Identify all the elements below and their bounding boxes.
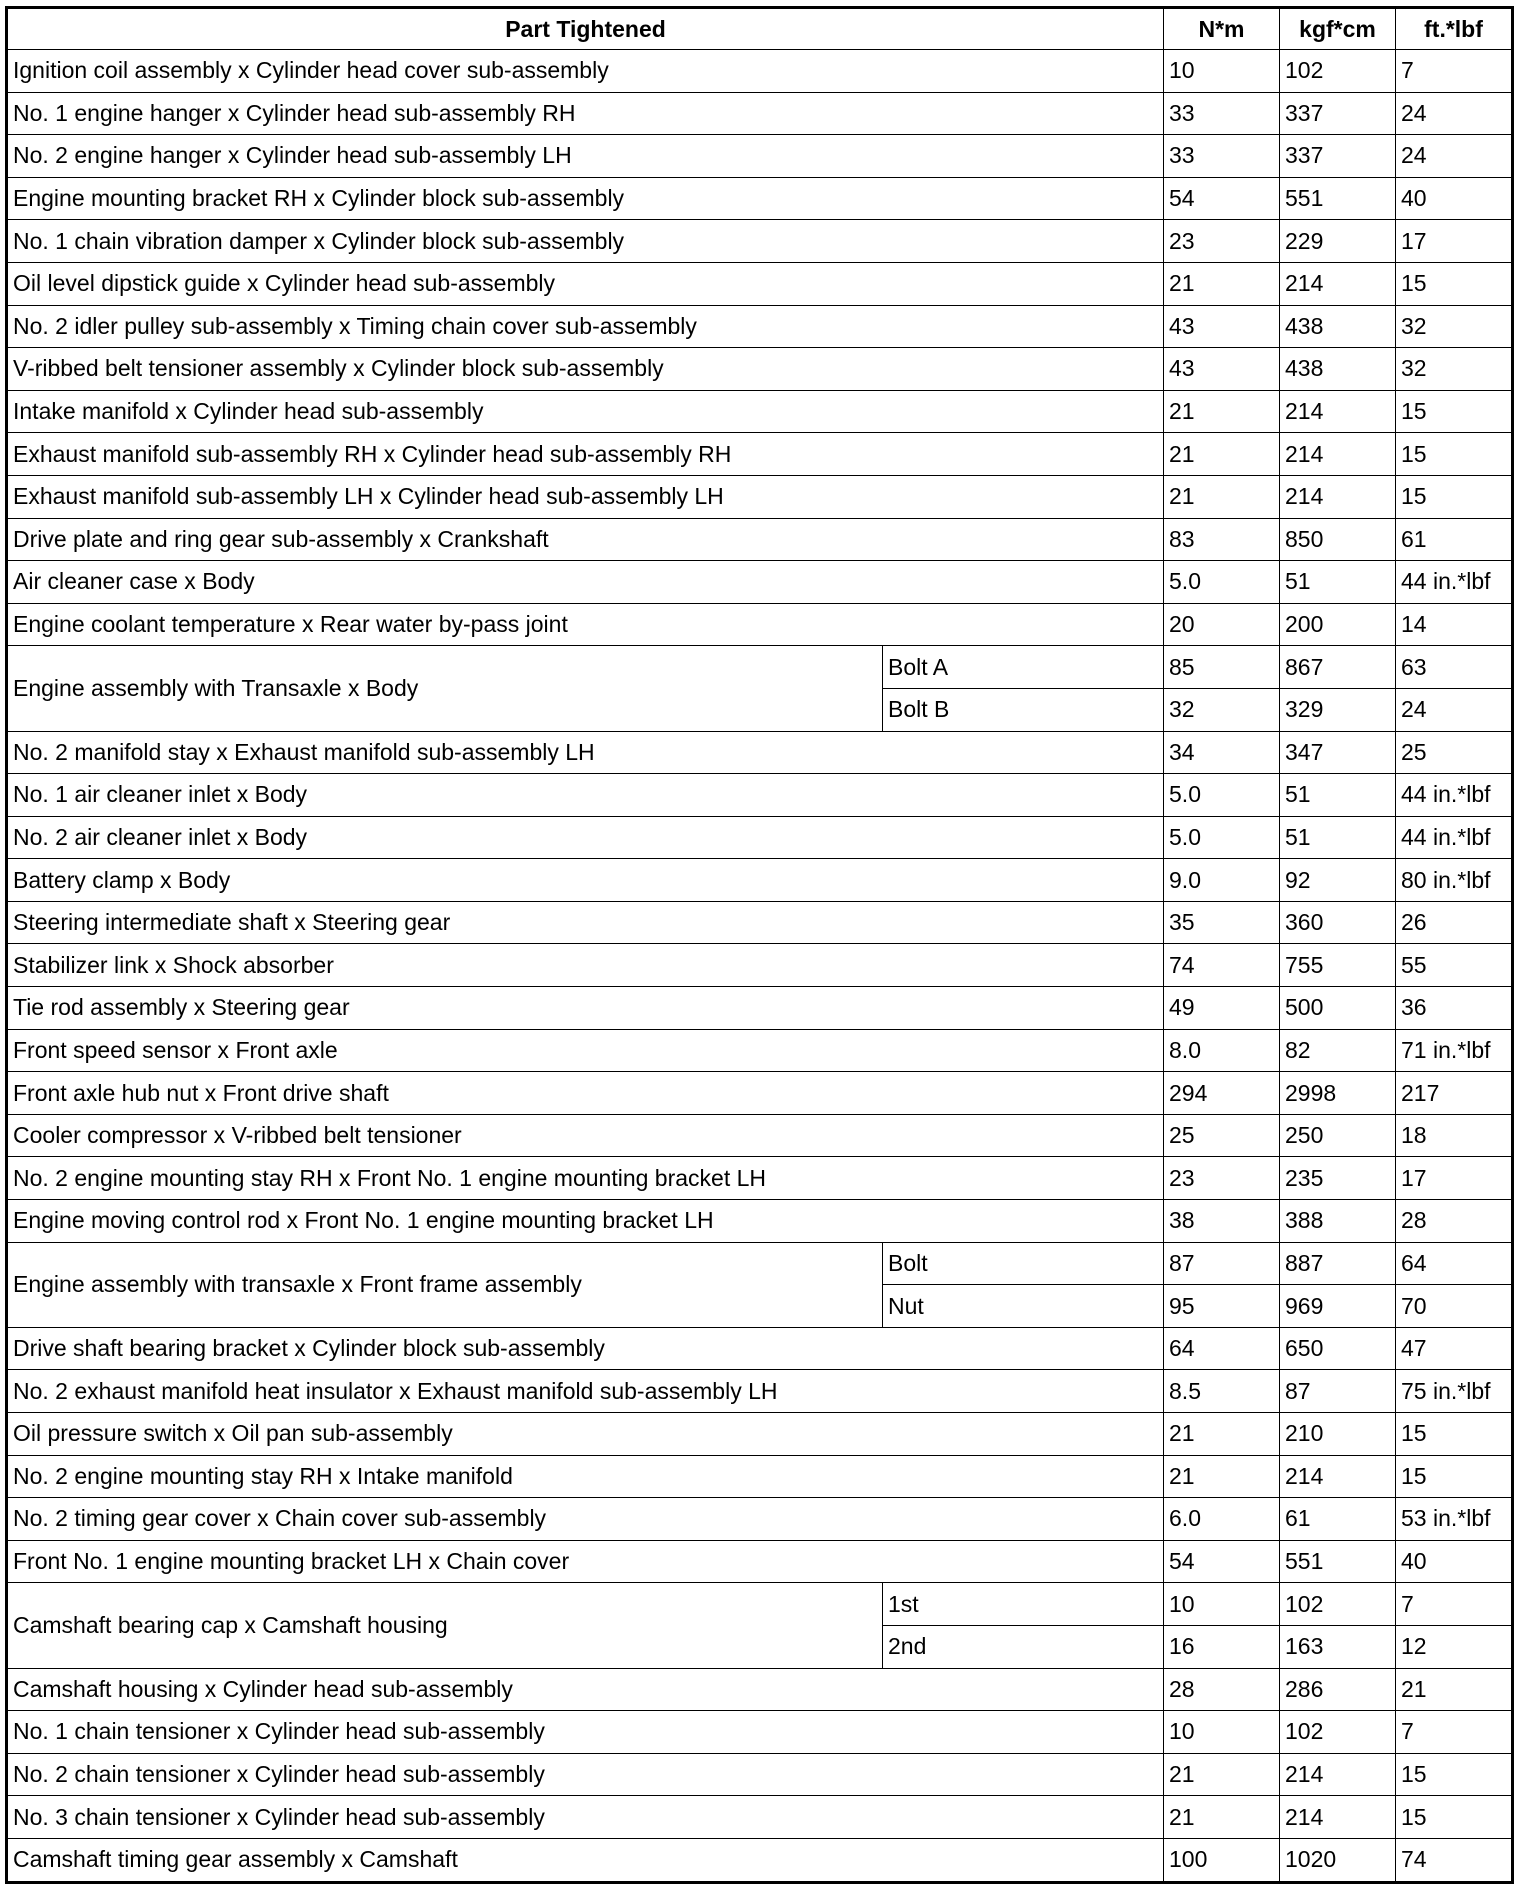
table-row	[7, 475, 1513, 518]
kgf-cm-cell: 969	[1280, 1285, 1396, 1328]
part-tightened-cell: Battery clamp x Body	[7, 859, 1164, 902]
sub-item-cell: Bolt A	[883, 646, 1164, 689]
ft-lbf-cell: 15	[1396, 262, 1513, 305]
part-tightened-cell: V-ribbed belt tensioner assembly x Cylinder block sub-assembly	[7, 348, 1164, 391]
table-row	[7, 816, 1513, 859]
table-row	[7, 1413, 1513, 1456]
table-row	[7, 944, 1513, 987]
ft-lbf-cell: 53 in.*lbf	[1396, 1498, 1513, 1541]
kgf-cm-cell: 850	[1280, 518, 1396, 561]
ft-lbf-cell: 70	[1396, 1285, 1513, 1328]
newton-meters-cell: 21	[1164, 1413, 1280, 1456]
newton-meters-cell: 95	[1164, 1285, 1280, 1328]
sub-item-cell: 2nd	[883, 1625, 1164, 1668]
ft-lbf-cell: 44 in.*lbf	[1396, 561, 1513, 604]
table-row	[7, 1498, 1513, 1541]
header-kgf-cm: kgf*cm	[1280, 8, 1396, 50]
part-tightened-cell: Engine moving control rod x Front No. 1 engine mounting bracket LH	[7, 1200, 1164, 1243]
part-tightened-cell: Air cleaner case x Body	[7, 561, 1164, 604]
sub-item-cell: Bolt	[883, 1242, 1164, 1285]
kgf-cm-cell: 51	[1280, 816, 1396, 859]
ft-lbf-cell: 18	[1396, 1114, 1513, 1157]
part-tightened-cell: Exhaust manifold sub-assembly LH x Cylinder head sub-assembly LH	[7, 475, 1164, 518]
kgf-cm-cell: 329	[1280, 688, 1396, 731]
newton-meters-cell: 294	[1164, 1072, 1280, 1115]
kgf-cm-cell: 2998	[1280, 1072, 1396, 1115]
ft-lbf-cell: 32	[1396, 348, 1513, 391]
table-row	[7, 646, 1513, 689]
part-tightened-cell: Drive shaft bearing bracket x Cylinder block sub-assembly	[7, 1327, 1164, 1370]
ft-lbf-cell: 40	[1396, 177, 1513, 220]
part-tightened-cell: Exhaust manifold sub-assembly RH x Cylinder head sub-assembly RH	[7, 433, 1164, 476]
table-row	[7, 518, 1513, 561]
table-row	[7, 348, 1513, 391]
kgf-cm-cell: 1020	[1280, 1838, 1396, 1882]
sub-item-cell: Bolt B	[883, 688, 1164, 731]
kgf-cm-cell: 163	[1280, 1625, 1396, 1668]
newton-meters-cell: 85	[1164, 646, 1280, 689]
table-row	[7, 50, 1513, 93]
newton-meters-cell: 10	[1164, 1711, 1280, 1754]
part-tightened-cell: Engine assembly with transaxle x Front frame assembly	[7, 1242, 883, 1327]
kgf-cm-cell: 214	[1280, 1455, 1396, 1498]
ft-lbf-cell: 71 in.*lbf	[1396, 1029, 1513, 1072]
table-row	[7, 1114, 1513, 1157]
newton-meters-cell: 23	[1164, 1157, 1280, 1200]
newton-meters-cell: 5.0	[1164, 561, 1280, 604]
ft-lbf-cell: 15	[1396, 1413, 1513, 1456]
kgf-cm-cell: 51	[1280, 561, 1396, 604]
kgf-cm-cell: 551	[1280, 177, 1396, 220]
kgf-cm-cell: 438	[1280, 305, 1396, 348]
ft-lbf-cell: 7	[1396, 50, 1513, 93]
kgf-cm-cell: 388	[1280, 1200, 1396, 1243]
kgf-cm-cell: 286	[1280, 1668, 1396, 1711]
newton-meters-cell: 64	[1164, 1327, 1280, 1370]
table-row	[7, 1157, 1513, 1200]
part-tightened-cell: Engine mounting bracket RH x Cylinder block sub-assembly	[7, 177, 1164, 220]
table-row	[7, 1029, 1513, 1072]
newton-meters-cell: 21	[1164, 1455, 1280, 1498]
part-tightened-cell: Engine assembly with Transaxle x Body	[7, 646, 883, 731]
kgf-cm-cell: 87	[1280, 1370, 1396, 1413]
kgf-cm-cell: 61	[1280, 1498, 1396, 1541]
newton-meters-cell: 21	[1164, 1796, 1280, 1839]
newton-meters-cell: 32	[1164, 688, 1280, 731]
newton-meters-cell: 35	[1164, 901, 1280, 944]
newton-meters-cell: 21	[1164, 262, 1280, 305]
kgf-cm-cell: 229	[1280, 220, 1396, 263]
newton-meters-cell: 5.0	[1164, 774, 1280, 817]
table-row	[7, 1753, 1513, 1796]
kgf-cm-cell: 214	[1280, 1753, 1396, 1796]
ft-lbf-cell: 25	[1396, 731, 1513, 774]
ft-lbf-cell: 63	[1396, 646, 1513, 689]
table-row	[7, 774, 1513, 817]
ft-lbf-cell: 74	[1396, 1838, 1513, 1882]
ft-lbf-cell: 17	[1396, 220, 1513, 263]
part-tightened-cell: Ignition coil assembly x Cylinder head cover sub-assembly	[7, 50, 1164, 93]
newton-meters-cell: 8.5	[1164, 1370, 1280, 1413]
kgf-cm-cell: 214	[1280, 433, 1396, 476]
torque-spec-table	[5, 6, 1514, 1884]
part-tightened-cell: No. 2 chain tensioner x Cylinder head sub-assembly	[7, 1753, 1164, 1796]
newton-meters-cell: 6.0	[1164, 1498, 1280, 1541]
table-row	[7, 1327, 1513, 1370]
newton-meters-cell: 28	[1164, 1668, 1280, 1711]
ft-lbf-cell: 21	[1396, 1668, 1513, 1711]
part-tightened-cell: No. 3 chain tensioner x Cylinder head sub-assembly	[7, 1796, 1164, 1839]
part-tightened-cell: No. 1 air cleaner inlet x Body	[7, 774, 1164, 817]
part-tightened-cell: Intake manifold x Cylinder head sub-assembly	[7, 390, 1164, 433]
part-tightened-cell: No. 2 engine hanger x Cylinder head sub-assembly LH	[7, 135, 1164, 178]
table-row	[7, 1370, 1513, 1413]
newton-meters-cell: 21	[1164, 1753, 1280, 1796]
newton-meters-cell: 34	[1164, 731, 1280, 774]
kgf-cm-cell: 102	[1280, 1711, 1396, 1754]
header-ft-lbf: ft.*lbf	[1396, 8, 1513, 50]
sub-item-cell: 1st	[883, 1583, 1164, 1626]
part-tightened-cell: No. 2 air cleaner inlet x Body	[7, 816, 1164, 859]
newton-meters-cell: 83	[1164, 518, 1280, 561]
newton-meters-cell: 9.0	[1164, 859, 1280, 902]
part-tightened-cell: Drive plate and ring gear sub-assembly x Crankshaft	[7, 518, 1164, 561]
part-tightened-cell: Camshaft bearing cap x Camshaft housing	[7, 1583, 883, 1668]
kgf-cm-cell: 755	[1280, 944, 1396, 987]
ft-lbf-cell: 15	[1396, 433, 1513, 476]
part-tightened-cell: Camshaft timing gear assembly x Camshaft	[7, 1838, 1164, 1882]
part-tightened-cell: Camshaft housing x Cylinder head sub-assembly	[7, 1668, 1164, 1711]
kgf-cm-cell: 82	[1280, 1029, 1396, 1072]
newton-meters-cell: 8.0	[1164, 1029, 1280, 1072]
kgf-cm-cell: 337	[1280, 135, 1396, 178]
newton-meters-cell: 21	[1164, 475, 1280, 518]
ft-lbf-cell: 61	[1396, 518, 1513, 561]
part-tightened-cell: No. 1 chain vibration damper x Cylinder block sub-assembly	[7, 220, 1164, 263]
kgf-cm-cell: 235	[1280, 1157, 1396, 1200]
newton-meters-cell: 5.0	[1164, 816, 1280, 859]
kgf-cm-cell: 214	[1280, 475, 1396, 518]
kgf-cm-cell: 92	[1280, 859, 1396, 902]
part-tightened-cell: No. 1 chain tensioner x Cylinder head sub-assembly	[7, 1711, 1164, 1754]
newton-meters-cell: 43	[1164, 305, 1280, 348]
table-row	[7, 220, 1513, 263]
ft-lbf-cell: 14	[1396, 603, 1513, 646]
kgf-cm-cell: 200	[1280, 603, 1396, 646]
part-tightened-cell: Cooler compressor x V-ribbed belt tensioner	[7, 1114, 1164, 1157]
ft-lbf-cell: 75 in.*lbf	[1396, 1370, 1513, 1413]
newton-meters-cell: 38	[1164, 1200, 1280, 1243]
table-header	[7, 8, 1513, 50]
table-row	[7, 262, 1513, 305]
kgf-cm-cell: 360	[1280, 901, 1396, 944]
ft-lbf-cell: 24	[1396, 688, 1513, 731]
table-row	[7, 603, 1513, 646]
part-tightened-cell: Tie rod assembly x Steering gear	[7, 987, 1164, 1030]
table-row	[7, 390, 1513, 433]
ft-lbf-cell: 15	[1396, 1753, 1513, 1796]
ft-lbf-cell: 47	[1396, 1327, 1513, 1370]
kgf-cm-cell: 214	[1280, 1796, 1396, 1839]
kgf-cm-cell: 650	[1280, 1327, 1396, 1370]
table-row	[7, 135, 1513, 178]
newton-meters-cell: 10	[1164, 1583, 1280, 1626]
newton-meters-cell: 33	[1164, 135, 1280, 178]
ft-lbf-cell: 15	[1396, 1796, 1513, 1839]
part-tightened-cell: Oil level dipstick guide x Cylinder head sub-assembly	[7, 262, 1164, 305]
table-row	[7, 1838, 1513, 1882]
newton-meters-cell: 23	[1164, 220, 1280, 263]
kgf-cm-cell: 214	[1280, 390, 1396, 433]
ft-lbf-cell: 12	[1396, 1625, 1513, 1668]
part-tightened-cell: No. 2 manifold stay x Exhaust manifold sub-assembly LH	[7, 731, 1164, 774]
newton-meters-cell: 21	[1164, 433, 1280, 476]
table-row	[7, 92, 1513, 135]
table-row	[7, 1668, 1513, 1711]
table-row	[7, 561, 1513, 604]
kgf-cm-cell: 500	[1280, 987, 1396, 1030]
part-tightened-cell: Engine coolant temperature x Rear water by-pass joint	[7, 603, 1164, 646]
newton-meters-cell: 43	[1164, 348, 1280, 391]
part-tightened-cell: Front axle hub nut x Front drive shaft	[7, 1072, 1164, 1115]
ft-lbf-cell: 32	[1396, 305, 1513, 348]
ft-lbf-cell: 24	[1396, 92, 1513, 135]
newton-meters-cell: 49	[1164, 987, 1280, 1030]
part-tightened-cell: No. 2 engine mounting stay RH x Intake manifold	[7, 1455, 1164, 1498]
table-row	[7, 1540, 1513, 1583]
kgf-cm-cell: 551	[1280, 1540, 1396, 1583]
header-newton-meters: N*m	[1164, 8, 1280, 50]
table-row	[7, 987, 1513, 1030]
header-part-tightened: Part Tightened	[7, 8, 1164, 50]
ft-lbf-cell: 17	[1396, 1157, 1513, 1200]
ft-lbf-cell: 15	[1396, 475, 1513, 518]
table-row	[7, 1242, 1513, 1285]
table-row	[7, 305, 1513, 348]
newton-meters-cell: 16	[1164, 1625, 1280, 1668]
newton-meters-cell: 54	[1164, 1540, 1280, 1583]
kgf-cm-cell: 347	[1280, 731, 1396, 774]
kgf-cm-cell: 214	[1280, 262, 1396, 305]
part-tightened-cell: Steering intermediate shaft x Steering gear	[7, 901, 1164, 944]
kgf-cm-cell: 51	[1280, 774, 1396, 817]
part-tightened-cell: No. 1 engine hanger x Cylinder head sub-assembly RH	[7, 92, 1164, 135]
newton-meters-cell: 33	[1164, 92, 1280, 135]
table-row	[7, 1711, 1513, 1754]
newton-meters-cell: 87	[1164, 1242, 1280, 1285]
ft-lbf-cell: 55	[1396, 944, 1513, 987]
ft-lbf-cell: 80 in.*lbf	[1396, 859, 1513, 902]
newton-meters-cell: 20	[1164, 603, 1280, 646]
part-tightened-cell: No. 2 exhaust manifold heat insulator x Exhaust manifold sub-assembly LH	[7, 1370, 1164, 1413]
kgf-cm-cell: 250	[1280, 1114, 1396, 1157]
newton-meters-cell: 21	[1164, 390, 1280, 433]
part-tightened-cell: Front No. 1 engine mounting bracket LH x Chain cover	[7, 1540, 1164, 1583]
ft-lbf-cell: 36	[1396, 987, 1513, 1030]
kgf-cm-cell: 102	[1280, 50, 1396, 93]
kgf-cm-cell: 438	[1280, 348, 1396, 391]
newton-meters-cell: 54	[1164, 177, 1280, 220]
kgf-cm-cell: 102	[1280, 1583, 1396, 1626]
part-tightened-cell: No. 2 idler pulley sub-assembly x Timing chain cover sub-assembly	[7, 305, 1164, 348]
ft-lbf-cell: 44 in.*lbf	[1396, 774, 1513, 817]
newton-meters-cell: 10	[1164, 50, 1280, 93]
ft-lbf-cell: 7	[1396, 1583, 1513, 1626]
table-row	[7, 731, 1513, 774]
table-row	[7, 1583, 1513, 1626]
part-tightened-cell: No. 2 engine mounting stay RH x Front No. 1 engine mounting bracket LH	[7, 1157, 1164, 1200]
part-tightened-cell: Front speed sensor x Front axle	[7, 1029, 1164, 1072]
ft-lbf-cell: 24	[1396, 135, 1513, 178]
table-body	[7, 50, 1513, 1883]
ft-lbf-cell: 40	[1396, 1540, 1513, 1583]
header-row	[7, 8, 1513, 50]
table-row	[7, 901, 1513, 944]
kgf-cm-cell: 337	[1280, 92, 1396, 135]
part-tightened-cell: Stabilizer link x Shock absorber	[7, 944, 1164, 987]
ft-lbf-cell: 217	[1396, 1072, 1513, 1115]
table-row	[7, 1200, 1513, 1243]
table-row	[7, 177, 1513, 220]
table-row	[7, 1072, 1513, 1115]
newton-meters-cell: 100	[1164, 1838, 1280, 1882]
part-tightened-cell: No. 2 timing gear cover x Chain cover sub-assembly	[7, 1498, 1164, 1541]
ft-lbf-cell: 7	[1396, 1711, 1513, 1754]
ft-lbf-cell: 15	[1396, 1455, 1513, 1498]
table-row	[7, 1455, 1513, 1498]
kgf-cm-cell: 210	[1280, 1413, 1396, 1456]
newton-meters-cell: 25	[1164, 1114, 1280, 1157]
sub-item-cell: Nut	[883, 1285, 1164, 1328]
ft-lbf-cell: 28	[1396, 1200, 1513, 1243]
ft-lbf-cell: 64	[1396, 1242, 1513, 1285]
table-row	[7, 433, 1513, 476]
newton-meters-cell: 74	[1164, 944, 1280, 987]
part-tightened-cell: Oil pressure switch x Oil pan sub-assembly	[7, 1413, 1164, 1456]
table-row	[7, 1796, 1513, 1839]
ft-lbf-cell: 15	[1396, 390, 1513, 433]
ft-lbf-cell: 44 in.*lbf	[1396, 816, 1513, 859]
kgf-cm-cell: 867	[1280, 646, 1396, 689]
kgf-cm-cell: 887	[1280, 1242, 1396, 1285]
table-row	[7, 859, 1513, 902]
ft-lbf-cell: 26	[1396, 901, 1513, 944]
